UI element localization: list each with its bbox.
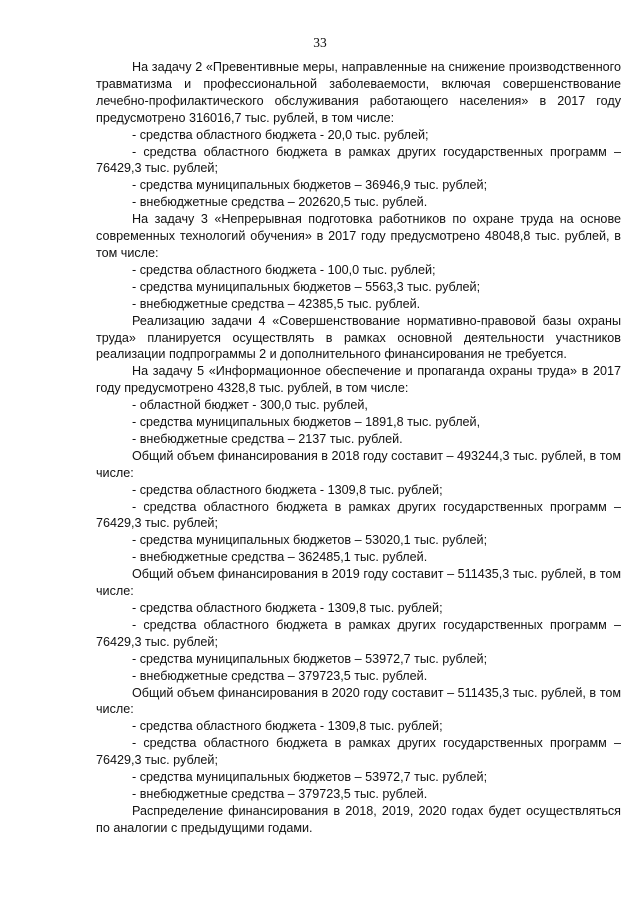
paragraph-task-3: На задачу 3 «Непрерывная подготовка работников по охране труда на основе современных технологий обучения» в 2017 году предусмотрено 48048,8 тыс. рублей, в том числе: — [96, 212, 621, 260]
paragraph-total-2020: Общий объем финансирования в 2020 году составит – 511435,3 тыс. рублей, в том числе: — [96, 685, 621, 717]
list-item: - средства областного бюджета в рамках других государственных программ – 76429,3 тыс. рублей; — [96, 736, 621, 768]
list-item: - средства областного бюджета в рамках других государственных программ – 76429,3 тыс. рублей; — [96, 617, 621, 649]
paragraph-task-5: На задачу 5 «Информационное обеспечение и пропаганда охраны труда» в 2017 году предусмотрено 4328,8 тыс. рублей, в том числе: — [96, 364, 621, 396]
list-item: - внебюджетные средства – 42385,5 тыс. рублей. — [132, 296, 421, 311]
list-item: - внебюджетные средства – 362485,1 тыс. рублей. — [132, 550, 428, 565]
list-item: - внебюджетные средства – 202620,5 тыс. рублей. — [132, 195, 428, 210]
list-item: - средства областного бюджета - 20,0 тыс. рублей; — [132, 127, 429, 142]
list-item: - средства областного бюджета в рамках других государственных программ – 76429,3 тыс. рублей; — [96, 144, 621, 176]
page-number: 33 — [313, 35, 327, 50]
document-body — [96, 59, 621, 837]
list-item: - средства муниципальных бюджетов – 1891,8 тыс. рублей, — [132, 415, 481, 430]
list-item: - средства муниципальных бюджетов – 36946,9 тыс. рублей; — [132, 178, 488, 193]
list-item: - средства областного бюджета - 1309,8 тыс. рублей; — [132, 482, 443, 497]
list-item: - внебюджетные средства – 2137 тыс. рублей. — [132, 431, 403, 446]
list-item: - средства областного бюджета в рамках других государственных программ – 76429,3 тыс. рублей; — [96, 499, 621, 531]
paragraph-total-2018: Общий объем финансирования в 2018 году составит – 493244,3 тыс. рублей, в том числе: — [96, 448, 621, 480]
paragraph-total-2019: Общий объем финансирования в 2019 году составит – 511435,3 тыс. рублей, в том числе: — [96, 567, 621, 599]
paragraph-task-4: Реализацию задачи 4 «Совершенствование нормативно-правовой базы охраны труда» планируется осуществлять в рамках основной деятельности участников реализации подпрограммы 2 и дополнительного финансирования не требуется. — [96, 313, 621, 362]
paragraph-task-2: На задачу 2 «Превентивные меры, направленные на снижение производственного травматизма и профессиональной заболеваемости, включая совершенствование лечебно-профилактического обслуживания работающего населения» в 2017 году предусмотрено 316016,7 тыс. рублей, в том числе: — [96, 60, 621, 125]
list-item: - внебюджетные средства – 379723,5 тыс. рублей. — [132, 786, 428, 801]
list-item: - внебюджетные средства – 379723,5 тыс. рублей. — [132, 668, 428, 683]
list-item: - средства муниципальных бюджетов – 53972,7 тыс. рублей; — [132, 770, 488, 785]
paragraph-distribution: Распределение финансирования в 2018, 2019, 2020 годах будет осуществляться по аналогии с предыдущими годами. — [96, 803, 621, 835]
list-item: - средства областного бюджета - 100,0 тыс. рублей; — [132, 262, 436, 277]
list-item: - средства муниципальных бюджетов – 53020,1 тыс. рублей; — [132, 533, 488, 548]
list-item: - средства муниципальных бюджетов – 5563,3 тыс. рублей; — [132, 279, 481, 294]
list-item: - средства областного бюджета - 1309,8 тыс. рублей; — [132, 601, 443, 615]
list-item: - областной бюджет - 300,0 тыс. рублей, — [132, 398, 368, 413]
list-item: - средства областного бюджета - 1309,8 тыс. рублей; — [132, 719, 443, 734]
list-item: - средства муниципальных бюджетов – 53972,7 тыс. рублей; — [132, 651, 488, 666]
